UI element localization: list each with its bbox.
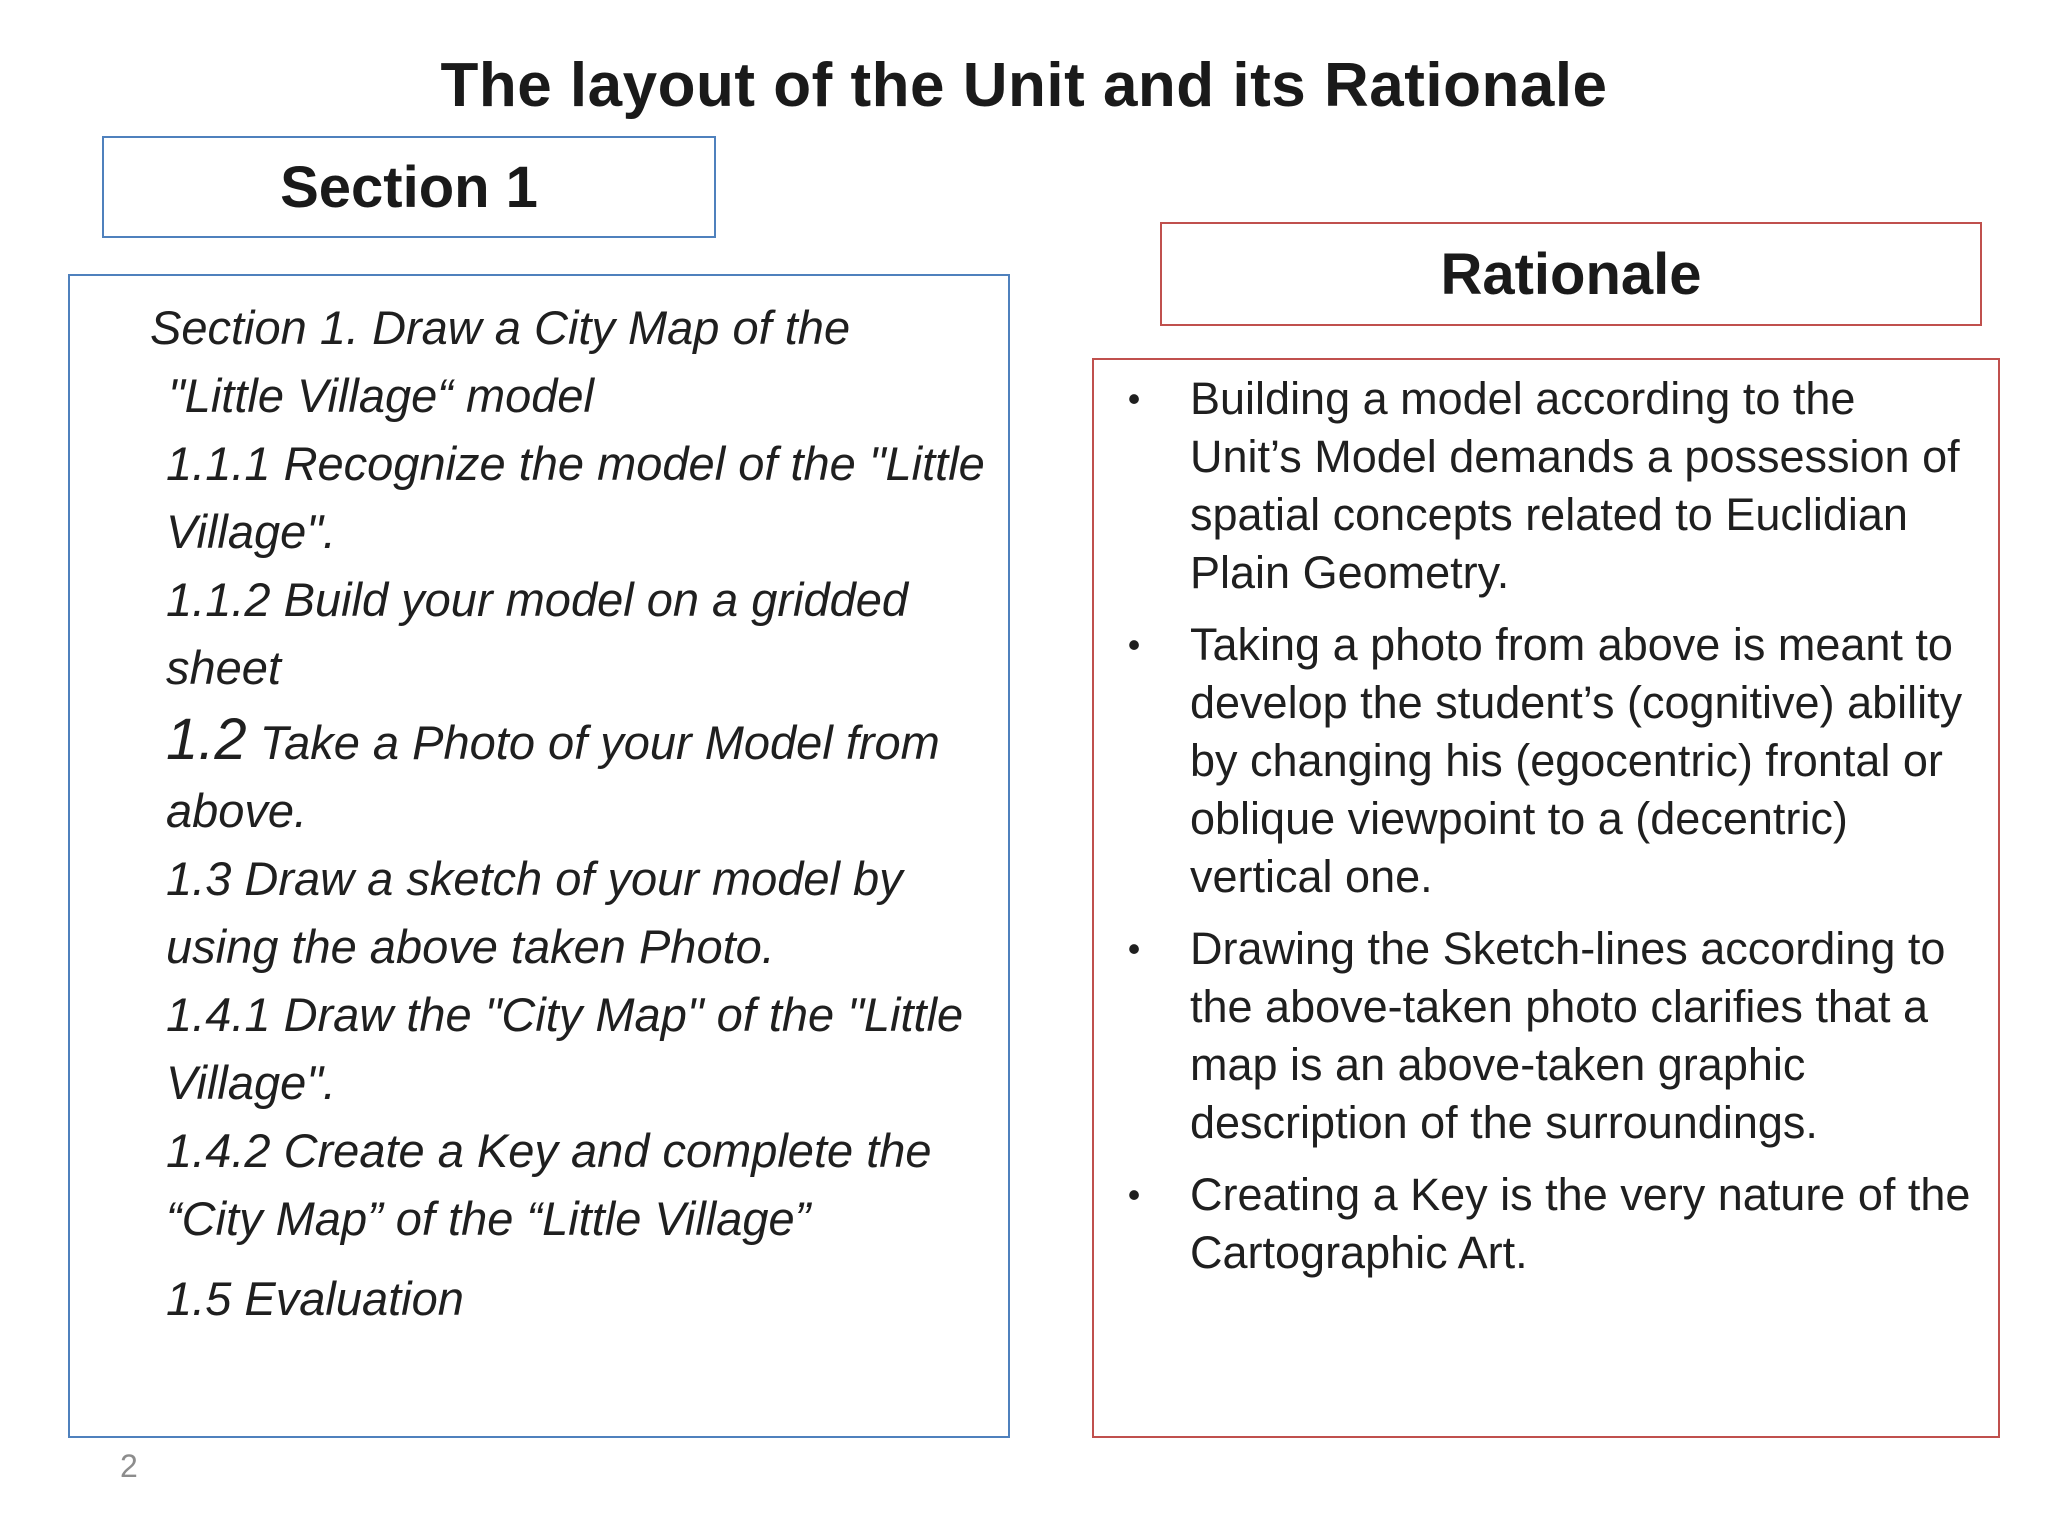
section-steps-box	[68, 274, 1010, 1438]
step-1-3: 1.3 Draw a sketch of your model by using the above taken Photo.	[166, 852, 903, 973]
rationale-box	[1092, 358, 2000, 1438]
rationale-item-text: Taking a photo from above is meant to develop the student’s (cognitive) ability by changing his (egocentric) frontal or oblique viewpoint to a (decentric) vertical one.	[1190, 619, 1963, 902]
section-intro	[150, 294, 988, 430]
rationale-header	[1160, 222, 1982, 326]
rationale-item	[1094, 616, 1978, 906]
page-title: The layout of the Unit and its Rationale	[440, 51, 1608, 120]
rationale-item-text: Creating a Key is the very nature of the Cartographic Art.	[1190, 1169, 1971, 1278]
step-1-1-1: 1.1.1 Recognize the model of the "Little Village".	[166, 437, 985, 558]
step-1-2-number: 1.2	[166, 707, 247, 772]
rationale-item	[1094, 920, 1978, 1152]
bullet-icon: •	[1127, 378, 1141, 419]
step-1-5: 1.5 Evaluation	[166, 1272, 464, 1325]
step-1-4-1: 1.4.1 Draw the "City Map" of the "Little Village".	[166, 988, 964, 1109]
bullet-icon: •	[1127, 1174, 1141, 1215]
step-1-2-text: Take a Photo of your Model from above.	[166, 716, 940, 837]
bullet-icon: •	[1127, 928, 1141, 969]
step-1-4-2: 1.4.2 Create a Key and complete the “City Map” of the “Little Village”	[166, 1124, 932, 1245]
rationale-list	[1094, 370, 1978, 1282]
bullet-icon: •	[1127, 624, 1141, 665]
section-intro-line2: "Little Village“ model	[168, 369, 594, 422]
rationale-item-text: Building a model according to the Unit’s Model demands a possession of spatial concepts related to Euclidian Plain Geometry.	[1190, 373, 1960, 598]
page-number: 2	[120, 1448, 138, 1484]
section-header	[102, 136, 716, 238]
rationale-item-text: Drawing the Sketch-lines according to the above-taken photo clarifies that a map is an above-taken graphic description of the surroundings.	[1190, 923, 1946, 1148]
rationale-header-label: Rationale	[1440, 241, 1702, 307]
section-intro-line1: Section 1. Draw a City Map of the	[150, 301, 851, 354]
step-1-1-2: 1.1.2 Build your model on a gridded sheet	[166, 573, 909, 694]
rationale-item	[1094, 1166, 1978, 1282]
rationale-item	[1094, 370, 1978, 602]
step-1-2	[166, 706, 988, 845]
section-header-label: Section 1	[280, 154, 538, 220]
